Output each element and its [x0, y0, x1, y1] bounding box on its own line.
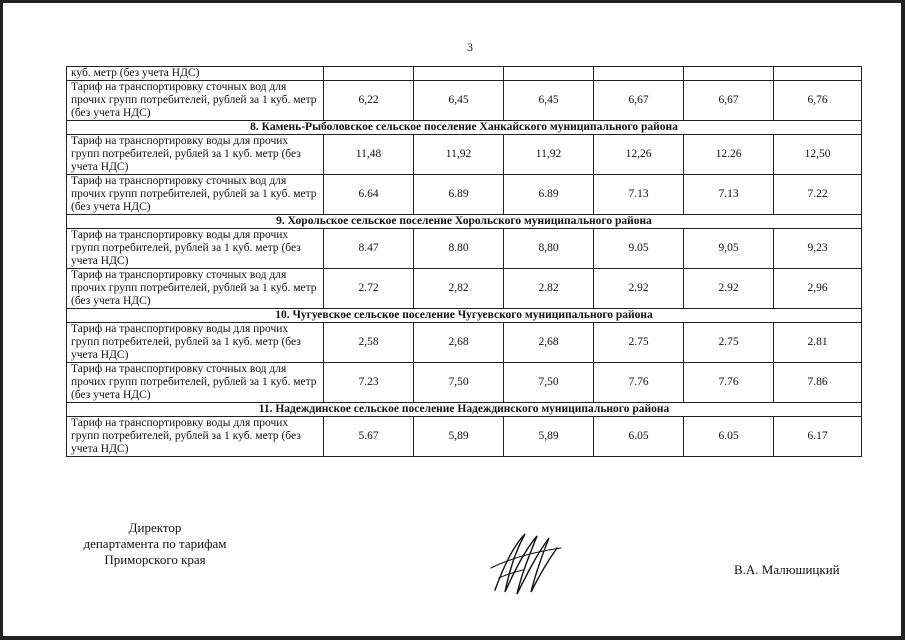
- page-number: 3: [467, 40, 473, 54]
- table-row: [67, 175, 862, 215]
- tariff-value-cell: 6,67: [684, 81, 774, 121]
- signatory-name: В.А. Малюшицкий: [734, 562, 840, 577]
- tariff-value-cell: 7.76: [684, 363, 774, 403]
- signatory-title-line-2: департамента по тарифам: [83, 536, 227, 551]
- signatory-title-line-3: Приморского края: [104, 552, 206, 567]
- row-label: Тариф на транспортировку сточных вод для прочих групп потребителей, рублей за 1 куб. метр (без учета НДС): [67, 175, 324, 215]
- tariff-value-cell: 11,92: [414, 135, 504, 175]
- row-label: Тариф на транспортировку сточных вод для прочих групп потребителей, рублей за 1 куб. метр (без учета НДС): [67, 81, 324, 121]
- tariff-value-cell: 7.22: [774, 175, 862, 215]
- tariff-value-cell: 2,82: [414, 269, 504, 309]
- signatory-title-line-1: Директор: [128, 520, 182, 535]
- tariff-value-cell: 12.26: [684, 135, 774, 175]
- tariff-value-cell: 6,45: [504, 81, 594, 121]
- tariff-value-cell: 5,89: [414, 417, 504, 457]
- section-header-row: [67, 403, 862, 417]
- tariff-value-cell: 11,48: [324, 135, 414, 175]
- tariff-value-cell: 12,50: [774, 135, 862, 175]
- tariff-value-cell: 6,45: [414, 81, 504, 121]
- tariff-value-cell: 8.80: [414, 229, 504, 269]
- tariff-value-cell: 8,80: [504, 229, 594, 269]
- table-row: [67, 417, 862, 457]
- row-label: Тариф на транспортировку сточных вод для прочих групп потребителей, рублей за 1 куб. метр (без учета НДС): [67, 269, 324, 309]
- tariff-value-cell: 6.89: [414, 175, 504, 215]
- section-title: 11. Надеждинское сельское поселение Надеждинского муниципального района: [67, 403, 862, 417]
- tariff-value-cell: 2,96: [774, 269, 862, 309]
- tariff-value-cell: 6,22: [324, 81, 414, 121]
- tariff-value-cell: 8.47: [324, 229, 414, 269]
- scan-edge-bottom: [0, 636, 905, 640]
- section-title: 9. Хорольское сельское поселение Хорольского муниципального района: [67, 215, 862, 229]
- tariff-value-cell: 7.13: [594, 175, 684, 215]
- empty-cell: [414, 67, 504, 81]
- row-label: Тариф на транспортировку воды для прочих групп потребителей, рублей за 1 куб. метр (без учета НДС): [67, 229, 324, 269]
- tariff-value-cell: 2.92: [594, 269, 684, 309]
- handwritten-signature: [485, 528, 565, 600]
- tariff-value-cell: 7,50: [504, 363, 594, 403]
- tariff-value-cell: 5.67: [324, 417, 414, 457]
- tariff-value-cell: 2.75: [594, 323, 684, 363]
- row-label: Тариф на транспортировку воды для прочих групп потребителей, рублей за 1 куб. метр (без учета НДС): [67, 323, 324, 363]
- tariff-value-cell: 2.82: [504, 269, 594, 309]
- tariff-value-cell: 6.64: [324, 175, 414, 215]
- tariff-value-cell: 6.89: [504, 175, 594, 215]
- tariff-value-cell: 12,26: [594, 135, 684, 175]
- tariff-table: [66, 66, 862, 457]
- table-row: [67, 229, 862, 269]
- table-row: [67, 135, 862, 175]
- tariff-value-cell: 9,05: [684, 229, 774, 269]
- tariff-value-cell: 6.17: [774, 417, 862, 457]
- tariff-value-cell: 9,23: [774, 229, 862, 269]
- empty-cell: [324, 67, 414, 81]
- tariff-value-cell: 2.75: [684, 323, 774, 363]
- table-row-partial: [67, 67, 862, 81]
- scan-edge-right: [901, 0, 905, 640]
- row-label: Тариф на транспортировку воды для прочих групп потребителей, рублей за 1 куб. метр (без учета НДС): [67, 417, 324, 457]
- tariff-value-cell: 11,92: [504, 135, 594, 175]
- empty-cell: [774, 67, 862, 81]
- tariff-value-cell: 2,68: [414, 323, 504, 363]
- table-row: [67, 363, 862, 403]
- tariff-value-cell: 6.05: [684, 417, 774, 457]
- tariff-value-cell: 6.05: [594, 417, 684, 457]
- table-row: [67, 323, 862, 363]
- tariff-value-cell: 2.72: [324, 269, 414, 309]
- tariff-value-cell: 7.76: [594, 363, 684, 403]
- row-label: Тариф на транспортировку сточных вод для прочих групп потребителей, рублей за 1 куб. метр (без учета НДС): [67, 363, 324, 403]
- signatory-title: [70, 520, 240, 568]
- tariff-value-cell: 2,68: [504, 323, 594, 363]
- section-header-row: [67, 309, 862, 323]
- section-header-row: [67, 121, 862, 135]
- row-label: Тариф на транспортировку воды для прочих групп потребителей, рублей за 1 куб. метр (без учета НДС): [67, 135, 324, 175]
- tariff-value-cell: 7.86: [774, 363, 862, 403]
- section-header-row: [67, 215, 862, 229]
- tariff-value-cell: 2,58: [324, 323, 414, 363]
- section-title: 10. Чугуевское сельское поселение Чугуевского муниципального района: [67, 309, 862, 323]
- empty-cell: [594, 67, 684, 81]
- table-row: [67, 269, 862, 309]
- empty-cell: [684, 67, 774, 81]
- row-label: куб. метр (без учета НДС): [67, 67, 324, 81]
- empty-cell: [504, 67, 594, 81]
- scan-edge-top: [0, 0, 905, 3]
- scan-edge-left: [0, 0, 3, 640]
- tariff-value-cell: 7.13: [684, 175, 774, 215]
- tariff-value-cell: 7,50: [414, 363, 504, 403]
- tariff-value-cell: 2.81: [774, 323, 862, 363]
- tariff-table-body: [67, 67, 862, 457]
- tariff-value-cell: 9.05: [594, 229, 684, 269]
- table-row: [67, 81, 862, 121]
- tariff-value-cell: 2.92: [684, 269, 774, 309]
- tariff-value-cell: 6,76: [774, 81, 862, 121]
- section-title: 8. Камень-Рыболовское сельское поселение Ханкайского муниципального района: [67, 121, 862, 135]
- tariff-value-cell: 7.23: [324, 363, 414, 403]
- tariff-value-cell: 6,67: [594, 81, 684, 121]
- tariff-value-cell: 5,89: [504, 417, 594, 457]
